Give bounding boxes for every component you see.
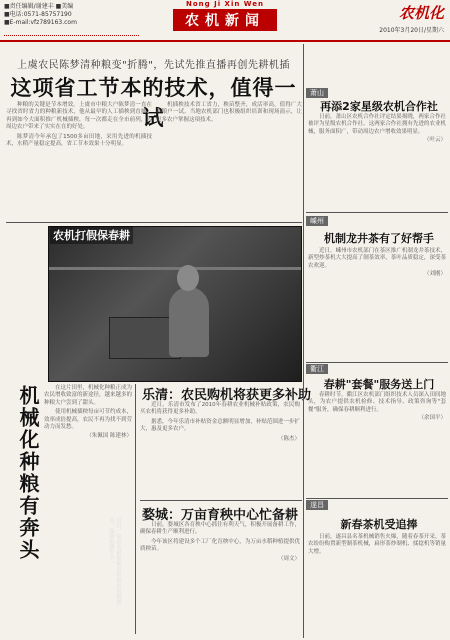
right-story-text <box>308 248 446 358</box>
editor-line: ■责任编辑/谢建丰 ■美编 <box>4 3 74 10</box>
right-headline: 再添2家星级农机合作社 <box>320 100 438 113</box>
photo-caption: 近日，某市农机监理站检查农机销售点，保障春耕生产。 <box>108 517 121 605</box>
photo-person <box>169 287 209 357</box>
story-byline: （周文） <box>277 555 300 562</box>
main-paragraph: 种粮的关键是节本增效。上虞市中粮大户陈梦清一直在寻找省时省力的种粮新技术，他从最早的人工插秧到直播，再到如今大面积推广机械插秧，每一次都走在全市前列，为周边农户带来了实实在在的好处。 <box>6 102 152 131</box>
story-paragraph: 日前，遂昌县名茶机械销售火爆，随着春茶开采，茶农纷纷购置新型制茶机械，扁形茶炒制机、揉捻机等销量大增。 <box>308 534 446 555</box>
story-paragraph: 近日，乐清市发布了2010年春耕农业机械补贴政策，农民购买农机将获得更多补助。 <box>140 402 300 416</box>
masthead <box>0 0 450 42</box>
photo-title: 农机打假保春耕 <box>50 226 133 244</box>
story-paragraph: 在这片田里，机械化种粮正成为农民增收致富的新途径，越来越多的种粮大户尝到了甜头。 <box>44 385 133 406</box>
story-paragraph: 日前，萧山区农机合作社评定结果揭晓，两家合作社被评为星级农机合作社。这两家合作社拥有先进的农业机械，服务面积广，带动周边农户增收效果明显。 <box>308 114 446 135</box>
story-paragraph: 日前，婺城区各育秧中心抓住有利天气，积极开展备耕工作，确保春耕生产顺利进行。 <box>140 522 300 536</box>
photo-shelf <box>49 267 301 270</box>
phone-line: ■电话:0571-85757190 <box>4 11 72 18</box>
right-story-text <box>308 114 446 210</box>
masthead-center <box>150 0 300 31</box>
section-title: 农机新闻 <box>173 9 277 31</box>
main-headline: 这项省工节本的技术，值得一试 <box>10 76 297 130</box>
story-paragraph: 近日，嵊州市农机部门在茶区推广机制龙井茶技术，新型炒茶机大大提高了制茶效率，茶叶品质稳定，深受茶农欢迎。 <box>308 248 446 269</box>
right-headline: 机制龙井茶有了好帮手 <box>324 232 434 245</box>
column-divider <box>303 44 304 638</box>
main-paragraph: 陈梦清今年承包了1500多亩田地，采用先进的机插技术，水稻产量稳定提高，省工节本效果十分明显。 <box>6 133 152 148</box>
masthead-right <box>379 2 444 34</box>
main-paragraph: 机插秧技术省工省力，秧苗整齐，成活率高，值得广大种粮户一试。当地农机部门也积极组织培训和现场演示，让更多农户掌握这项技术。 <box>156 102 302 123</box>
subsidy-story-text <box>140 402 300 494</box>
brand-logo: 农机化 <box>398 4 444 22</box>
divider <box>140 500 302 501</box>
masthead-divider <box>4 35 139 38</box>
divider <box>306 362 448 363</box>
location-tag: 衢江 <box>306 364 328 374</box>
story-paragraph: 使用机械插秧每亩可节约成本，效率成倍提高，农民不再为找不到劳动力而发愁。 <box>44 409 133 431</box>
wuyi-story-text <box>140 522 300 634</box>
story-byline: （余国平） <box>418 414 446 421</box>
subsidy-headline: 乐清：农民购机将获更多补助 <box>142 388 312 403</box>
divider <box>306 212 448 213</box>
location-tag: 嵊州 <box>306 216 328 226</box>
location-tag: 遂昌 <box>306 500 328 510</box>
section-pinyin: Nong Ji Xin Wen <box>186 0 264 8</box>
wuyi-headline: 婺城：万亩育秧中心忙备耕 <box>142 508 299 523</box>
story-byline: （刘刚） <box>423 270 446 277</box>
right-headline: 新春茶机受追捧 <box>340 518 418 531</box>
issue-date: 2010年3月20日/星期六 <box>379 27 444 34</box>
story-byline: （叶云） <box>423 136 446 143</box>
email-line: ■E-mail:vfz789163.com <box>4 19 77 26</box>
main-subhead: 上虞农民陈梦清种粮变"折腾"，先试先推直播再创先耕机插 <box>17 60 290 71</box>
location-tag: 萧山 <box>306 88 328 98</box>
vertical-story-text <box>44 385 132 633</box>
right-headline: 春耕"套餐"服务送上门 <box>323 378 435 391</box>
divider <box>135 384 136 634</box>
story-paragraph: 春耕时节，衢江区农机部门组织技术人员深入田间地头，为农户提供农机检修、技术指导、政策咨询等"套餐"服务，确保春耕顺利进行。 <box>308 392 446 413</box>
right-story-text <box>308 392 446 496</box>
right-story-text <box>308 534 446 634</box>
main-story-col-2 <box>156 102 302 220</box>
story-paragraph: 今年该区将建设多个工厂化育秧中心，为万亩水稻种植提供优质秧苗。 <box>140 538 300 553</box>
masthead-info <box>4 3 77 27</box>
story-paragraph: 据悉，今年乐清市补贴资金总额明显增加，补贴范围进一步扩大，惠及更多农户。 <box>140 418 300 433</box>
main-story-col-1 <box>6 102 152 220</box>
photo-person-head <box>177 265 199 291</box>
story-byline: （朱佩国 陈建林） <box>86 433 132 440</box>
story-byline: （陈杰） <box>277 435 300 442</box>
vertical-headline: 机械化种粮有奔头 <box>16 385 40 561</box>
divider <box>306 498 448 499</box>
divider <box>6 222 302 223</box>
